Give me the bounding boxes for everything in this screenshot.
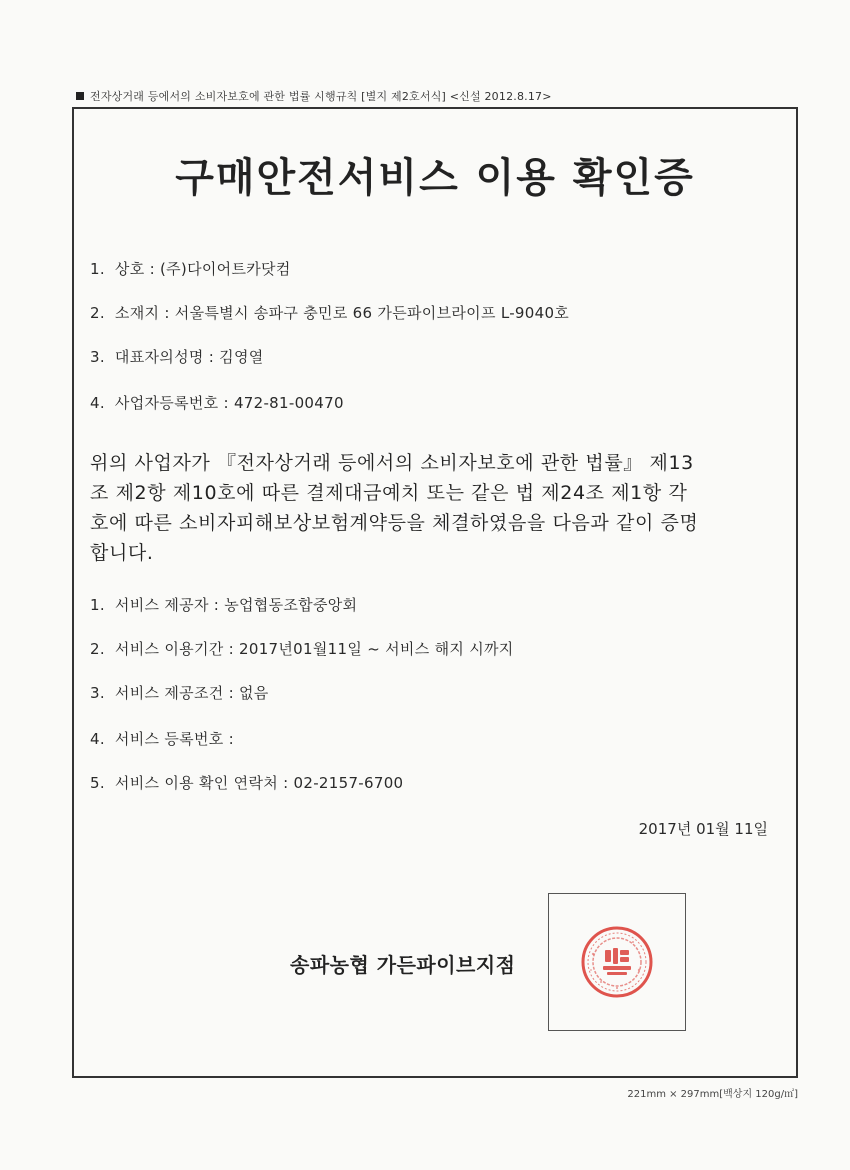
seal-box xyxy=(548,893,686,1031)
service-item xyxy=(90,638,514,659)
form-reference-note xyxy=(76,88,552,104)
service-provider: 서비스 제공자 : 농업협동조합중앙회 xyxy=(114,596,358,614)
business-item xyxy=(90,258,291,279)
item-number: 3. xyxy=(90,348,105,366)
official-seal-stamp xyxy=(579,924,655,1000)
service-registration-number: 서비스 등록번호 : xyxy=(114,730,234,748)
statement-line: 합니다. xyxy=(90,542,154,564)
form-reference-text: 전자상거래 등에서의 소비자보호에 관한 법률 시행규칙 [별지 제2호서식] <신설 2012.8.17> xyxy=(90,90,552,103)
document-frame xyxy=(72,107,798,1078)
business-name: 상호 : (주)다이어트카닷컴 xyxy=(114,260,291,278)
representative-name: 대표자의성명 : 김영열 xyxy=(114,348,264,366)
service-period: 서비스 이용기간 : 2017년01월11일 ~ 서비스 해지 시까지 xyxy=(114,640,514,658)
business-registration-number: 사업자등록번호 : 472-81-00470 xyxy=(114,394,344,412)
item-number: 2. xyxy=(90,304,105,322)
service-item xyxy=(90,772,403,793)
statement-line: 호에 따른 소비자피해보상보험계약등을 체결하였음을 다음과 같이 증명 xyxy=(90,512,699,534)
statement-line: 위의 사업자가 『전자상거래 등에서의 소비자보호에 관한 법률』 제13 xyxy=(90,452,694,474)
business-item xyxy=(90,392,344,413)
item-number: 1. xyxy=(90,260,105,278)
service-contact: 서비스 이용 확인 연락처 : 02-2157-6700 xyxy=(114,774,404,792)
item-number: 5. xyxy=(90,774,105,792)
item-number: 3. xyxy=(90,684,105,702)
service-item xyxy=(90,594,357,615)
business-item xyxy=(90,302,569,323)
square-bullet-icon xyxy=(76,92,84,100)
paper-specification: 221mm × 297mm[백상지 120g/㎡] xyxy=(627,1089,798,1100)
service-conditions: 서비스 제공조건 : 없음 xyxy=(114,684,269,702)
document-title: 구매안전서비스 이용 확인증 xyxy=(175,155,695,201)
item-number: 4. xyxy=(90,394,105,412)
item-number: 4. xyxy=(90,730,105,748)
business-address: 소재지 : 서울특별시 송파구 충민로 66 가든파이브라이프 L-9040호 xyxy=(114,304,570,322)
service-item xyxy=(90,728,234,749)
certification-statement xyxy=(90,448,780,568)
item-number: 1. xyxy=(90,596,105,614)
item-number: 2. xyxy=(90,640,105,658)
statement-line: 조 제2항 제10호에 따른 결제대금예치 또는 같은 법 제24조 제1항 각 xyxy=(90,482,688,504)
business-item xyxy=(90,346,264,367)
issue-date: 2017년 01월 11일 xyxy=(638,820,768,838)
issuer-name: 송파농협 가든파이브지점 xyxy=(290,953,516,977)
service-item xyxy=(90,682,269,703)
